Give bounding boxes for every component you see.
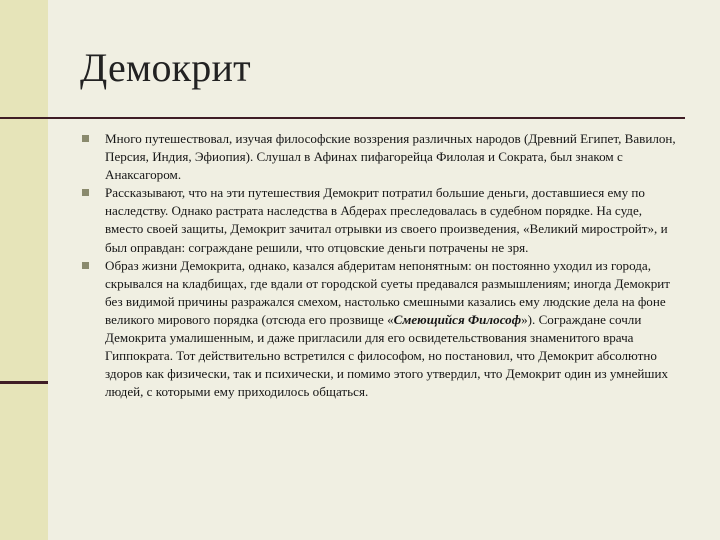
square-bullet-icon [82, 189, 89, 196]
bullet-text-3-end: »). Сограждане сочли Демокрита умалишенным, и даже пригласили для его освидетельствования знаменитого врача Гиппократа. Тот действительно встретился с философом, но постановил, что Демокрит абсолютно здоров как физически, так и психически, и помимо этого утвердил, что Демокрит один из умнейших людей, с которыми ему приходилось общаться. [105, 311, 669, 400]
title-divider [0, 117, 685, 119]
bullet-list [82, 130, 677, 401]
side-bar-divider [0, 381, 48, 384]
slide-title: Демокрит [80, 45, 251, 90]
nickname-emphasis: Смеющийся Философ [393, 311, 522, 327]
square-bullet-icon [82, 262, 89, 269]
bullet-text-3-start: Образ жизни Демокрита, однако, казался абдеритам непонятным: он постоянно уходил из города, скрывался на кладбищах, где вдали от городской суеты предавался размышлениям; иногда Демокрит без видимой причины разражался смехом, настолько смешными казались ему людские дела на фоне великого мирового порядка (отсюда его прозвище « [105, 257, 670, 327]
bullet-item-3 [82, 257, 677, 402]
bullet-item-2 [82, 184, 677, 256]
square-bullet-icon [82, 135, 89, 142]
bullet-text-1: Много путешествовал, изучая философские воззрения различных народов (Древний Египет, Вавилон, Персия, Индия, Эфиопия). Слушал в Афинах пифагорейца Филолая и Сократа, был знаком с Анаксагором. [105, 131, 676, 183]
bullet-item-1 [82, 130, 677, 184]
slide-side-bar [0, 0, 48, 540]
bullet-text-2: Рассказывают, что на эти путешествия Демокрит потратил большие деньги, доставшиеся ему по наследству. Однако растрата наследства в Абдерах преследовалась в судебном порядке. На суде, вместо своей защиты, Демокрит зачитал отрывки из своего произведения, «Великий миростройт», и был оправдан: сограждане решили, что отцовские деньги потрачены не зря. [105, 185, 668, 255]
